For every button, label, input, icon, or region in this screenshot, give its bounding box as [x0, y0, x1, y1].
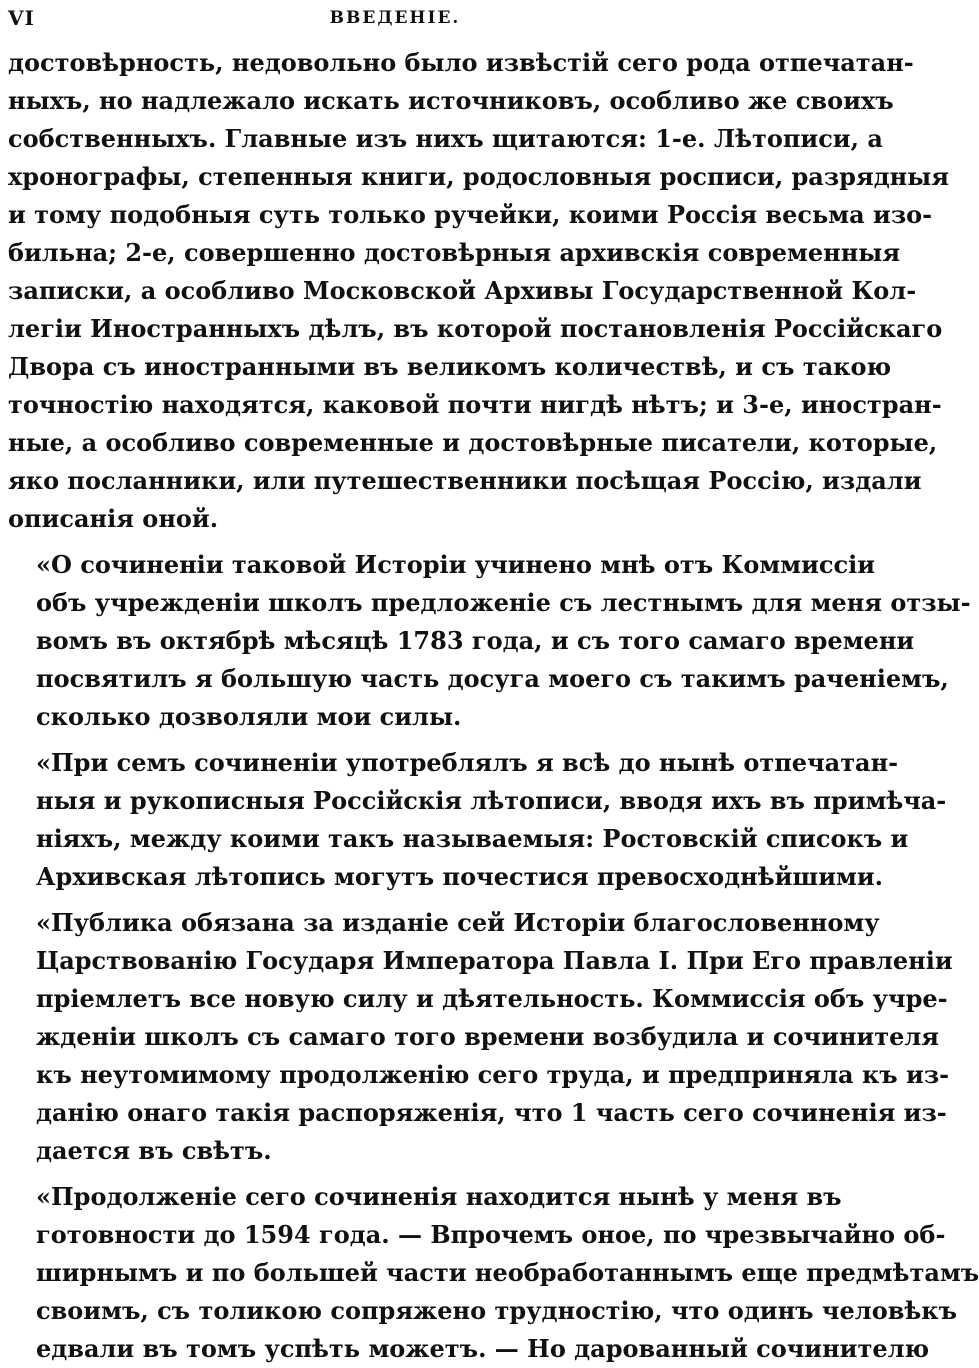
- text-line: своимъ, съ толикою сопряжено трудностію, что одинъ человѣкъ: [36, 1296, 957, 1325]
- body-text: [8, 44, 979, 1368]
- text-line: записки, а особливо Московской Архивы Государственной Кол-: [8, 276, 917, 305]
- paragraph-2: [8, 546, 971, 736]
- text-line: собственныхъ. Главные изъ нихъ щитаются: 1-е. Лѣтописи, а: [8, 124, 883, 153]
- text-line: достовѣрность, недовольно было извѣстій сего рода отпечатан-: [8, 48, 914, 77]
- text-line: «Публика обязана за изданіе сей Исторіи благословенному: [36, 908, 880, 937]
- text-line: данію онаго такія распоряженія, что 1 часть сего сочиненія из-: [36, 1098, 947, 1127]
- text-line: вомъ въ октябрѣ мѣсяцѣ 1783 года, и съ того самаго времени: [36, 626, 915, 655]
- text-line: ные, а особливо современные и достовѣрные писатели, которые,: [8, 428, 938, 457]
- paragraph-3: [8, 744, 947, 896]
- text-line: ныхъ, но надлежало искать источниковъ, особливо же своихъ: [8, 86, 894, 115]
- paragraph-4: [8, 904, 953, 1170]
- running-title: ВВЕДЕНІЕ.: [329, 8, 461, 28]
- text-line: едвали въ томъ успѣть можетъ. — Но дарованный сочинителю: [36, 1334, 930, 1363]
- text-line: жденіи школъ съ самаго того времени возбудила и сочинителя: [36, 1022, 939, 1051]
- page-header: [8, 6, 782, 44]
- text-line: Архивская лѣтопись могутъ почестися превосходнѣйшими.: [36, 862, 884, 891]
- text-line: Царствованію Государя Императора Павла I. При Его правленіи: [36, 946, 953, 975]
- page-number: VI: [8, 6, 35, 30]
- text-line: описанія оной.: [8, 504, 219, 533]
- text-line: пріемлетъ все новую силу и дѣятельность. Коммиссія объ учре-: [36, 984, 948, 1013]
- text-line: точностію находятся, каковой почти нигдѣ нѣтъ; и 3-е, иностран-: [8, 390, 942, 419]
- text-line: и тому подобныя суть только ручейки, коими Россія весьма изо-: [8, 200, 933, 229]
- text-line: ширнымъ и по большей части необработаннымъ еще предмѣтамъ: [36, 1258, 979, 1287]
- text-line: къ неутомимому продолженію сего труда, и предприняла къ из-: [36, 1060, 950, 1089]
- text-line: «О сочиненіи таковой Исторіи учинено мнѣ отъ Коммиссіи: [36, 550, 876, 579]
- paragraph-5: [8, 1178, 979, 1368]
- text-line: готовности до 1594 года. — Впрочемъ оное, по чрезвычайно об-: [36, 1220, 946, 1249]
- text-line: хронографы, степенныя книги, родословныя росписи, разрядныя: [8, 162, 950, 191]
- text-line: посвятилъ я большую часть досуга моего съ такимъ раченіемъ,: [36, 664, 949, 693]
- text-line: ныя и рукописныя Россійскія лѣтописи, вводя ихъ въ примѣча-: [36, 786, 947, 815]
- text-line: легіи Иностранныхъ дѣлъ, въ которой постановленія Россійскаго: [8, 314, 943, 343]
- paragraph-1: [8, 44, 950, 538]
- text-line: «Продолженіе сего сочиненія находится нынѣ у меня въ: [36, 1182, 842, 1211]
- text-line: Двора съ иностранными въ великомъ количествѣ, и съ такою: [8, 352, 892, 381]
- text-line: объ учрежденіи школъ предложеніе съ лестнымъ для меня отзы-: [36, 588, 971, 617]
- text-line: дается въ свѣтъ.: [36, 1136, 272, 1165]
- text-line: сколько дозволяли мои силы.: [36, 702, 462, 731]
- text-line: яко посланники, или путешественники посѣщая Россію, издали: [8, 466, 922, 495]
- text-line: бильна; 2-е, совершенно достовѣрныя архивскія современныя: [8, 238, 901, 267]
- text-line: «При семъ сочиненіи употреблялъ я всѣ до нынѣ отпечатан-: [36, 748, 899, 777]
- text-line: ніяхъ, между коими такъ называемыя: Ростовскій списокъ и: [36, 824, 909, 853]
